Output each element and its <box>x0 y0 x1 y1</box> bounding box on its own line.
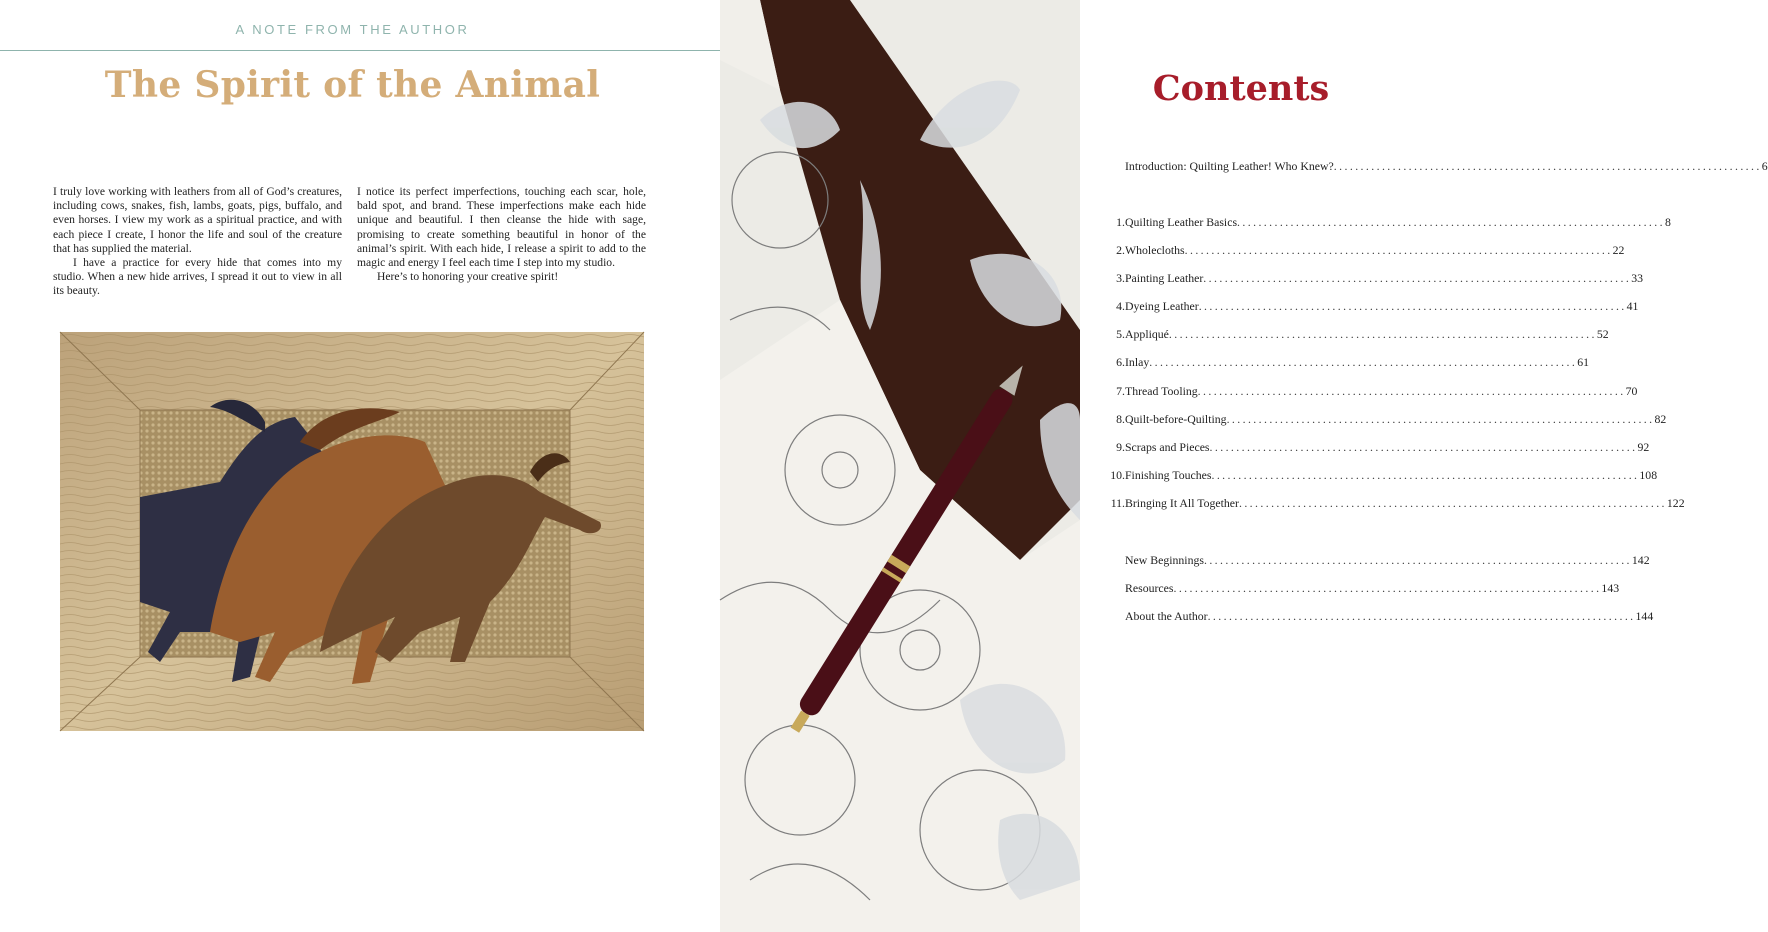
toc-entry-title: Painting Leather <box>1125 271 1204 285</box>
toc-entry <box>1080 439 1650 455</box>
toc-entry-line <box>1125 326 1609 342</box>
toc-page-number: 143 <box>1601 581 1620 595</box>
toc-chapter-number: 9. <box>1116 440 1125 454</box>
paragraph: I truly love working with leathers from all of God’s creatures, including cows, snakes, fish, lambs, goats, pigs, buffalo, and even horses. I view my work as a spiritual practice, and with each piece I create, I honor the life and soul of the creature that has supplied the material. <box>53 185 342 255</box>
toc-chapter-number: 11. <box>1110 496 1125 510</box>
toc-page-number: 144 <box>1635 609 1654 623</box>
toc-leader-dots: ................................................................................ <box>1168 327 1597 341</box>
toc-entry <box>1080 608 1654 624</box>
toc-chapter-number: 7. <box>1116 384 1125 398</box>
toc-leader-dots: ................................................................................ <box>1207 609 1636 623</box>
toc-chapter-number: 6. <box>1116 355 1125 369</box>
toc-entry-title: Introduction: Quilting Leather! Who Knew? <box>1125 159 1334 173</box>
toc-page-number: 8 <box>1664 215 1671 229</box>
text-column-2 <box>357 185 646 284</box>
left-page <box>0 0 720 932</box>
toc-entry-title: Wholecloths <box>1125 243 1185 257</box>
page-title: The Spirit of the Animal <box>104 64 601 106</box>
running-head: A NOTE FROM THE AUTHOR <box>235 22 470 37</box>
toc-entry-title: About the Author <box>1125 609 1208 623</box>
toc-entry-title: Appliqué <box>1125 327 1169 341</box>
toc-leader-dots: ................................................................................ <box>1211 468 1640 482</box>
toc-leader-dots: ................................................................................ <box>1237 215 1665 229</box>
toc-entry-line <box>1125 270 1644 286</box>
toc-entry-title: Bringing It All Together <box>1125 496 1239 510</box>
toc-entry-line <box>1125 214 1671 230</box>
text-column-1 <box>53 185 342 299</box>
toc-leader-dots: ................................................................................ <box>1226 412 1655 426</box>
toc-entry <box>1080 298 1639 314</box>
horses-leather-artwork <box>60 332 644 731</box>
toc-chapter-number: 10. <box>1110 468 1125 482</box>
toc-entry <box>1080 383 1638 399</box>
paragraph: I notice its perfect imperfections, touching each scar, hole, bald spot, and brand. These imperfections make each hide unique and beautiful. I then cleanse the hide with sage, promising to create something beautiful in honor of the animal’s spirit. With each hide, I release a spirit to add to the magic and energy I feel each time I step into my studio. <box>357 185 646 270</box>
toc-chapter-number: 8. <box>1116 412 1125 426</box>
toc-page-number: 41 <box>1626 299 1639 313</box>
toc-chapter-number: 1. <box>1116 215 1125 229</box>
toc-entry <box>1080 580 1620 596</box>
toc-page-number: 70 <box>1625 384 1638 398</box>
toc-page-number: 52 <box>1596 327 1609 341</box>
toc-leader-dots: ................................................................................ <box>1184 243 1613 257</box>
toc-leader-dots: ................................................................................ <box>1203 553 1632 567</box>
paragraph: I have a practice for every hide that comes into my studio. When a new hide arrives, I spread it out to view in all its beauty. <box>53 256 342 298</box>
toc-entry-line <box>1125 495 1685 511</box>
toc-page-number: 82 <box>1654 412 1667 426</box>
toc-entry <box>1080 552 1650 568</box>
pen-and-pattern-photo <box>720 0 1080 932</box>
toc-entry-title: Scraps and Pieces <box>1125 440 1210 454</box>
toc-entry-title: Quilting Leather Basics <box>1125 215 1238 229</box>
toc-entry-line <box>1125 580 1620 596</box>
contents-title: Contents <box>1152 68 1330 109</box>
toc-page-number: 6 <box>1761 159 1768 173</box>
toc-page-number: 61 <box>1577 355 1589 369</box>
toc-entry-line <box>1125 354 1589 370</box>
toc-entry-line <box>1125 158 1768 174</box>
toc-entry <box>1080 270 1644 286</box>
toc-entry-line <box>1125 383 1638 399</box>
right-page <box>1080 0 1768 932</box>
toc-leader-dots: ................................................................................ <box>1198 299 1627 313</box>
toc-leader-dots: ................................................................................ <box>1238 496 1667 510</box>
toc-entry <box>1080 242 1625 258</box>
toc-leader-dots: ................................................................................ <box>1333 159 1762 173</box>
toc-entry <box>1080 354 1589 370</box>
toc-entry <box>1080 467 1658 483</box>
paragraph: Here’s to honoring your creative spirit! <box>377 270 559 284</box>
toc-page-number: 122 <box>1666 496 1685 510</box>
toc-entry-line <box>1125 608 1654 624</box>
toc-chapter-number: 3. <box>1116 271 1125 285</box>
toc-entry-line <box>1125 242 1625 258</box>
toc-entry-title: Thread Tooling <box>1125 384 1198 398</box>
toc-page-number: 142 <box>1631 553 1650 567</box>
toc-entry <box>1080 326 1609 342</box>
toc-entry-title: Resources <box>1125 581 1174 595</box>
toc-entry-title: Dyeing Leather <box>1125 299 1199 313</box>
toc-chapter-number: 4. <box>1116 299 1125 313</box>
toc-entry-line <box>1125 467 1658 483</box>
toc-entry <box>1080 214 1671 230</box>
toc-page-number: 33 <box>1631 271 1644 285</box>
toc-entry-title: Quilt-before-Quilting <box>1125 412 1227 426</box>
toc-entry <box>1080 158 1768 174</box>
toc-chapter-number: 2. <box>1116 243 1125 257</box>
toc-entry-line <box>1125 439 1650 455</box>
toc-entry-title: New Beginnings <box>1125 553 1204 567</box>
header-rule <box>0 50 720 51</box>
toc-chapter-number: 5. <box>1116 327 1125 341</box>
toc-leader-dots: ................................................................................ <box>1197 384 1626 398</box>
toc-leader-dots: ................................................................................ <box>1173 581 1602 595</box>
toc-entry-title: Inlay <box>1125 355 1150 369</box>
toc-leader-dots: ................................................................................ <box>1203 271 1632 285</box>
toc-entry-line <box>1125 552 1650 568</box>
toc-leader-dots: ................................................................................ <box>1149 355 1578 369</box>
toc-entry-title: Finishing Touches <box>1125 468 1212 482</box>
toc-entry-line <box>1125 298 1639 314</box>
toc-page-number: 108 <box>1639 468 1658 482</box>
toc-entry <box>1080 495 1685 511</box>
toc-page-number: 92 <box>1637 440 1650 454</box>
toc-entry-line <box>1125 411 1667 427</box>
toc-entry <box>1080 411 1667 427</box>
toc-page-number: 22 <box>1612 243 1625 257</box>
toc-leader-dots: ................................................................................ <box>1209 440 1638 454</box>
